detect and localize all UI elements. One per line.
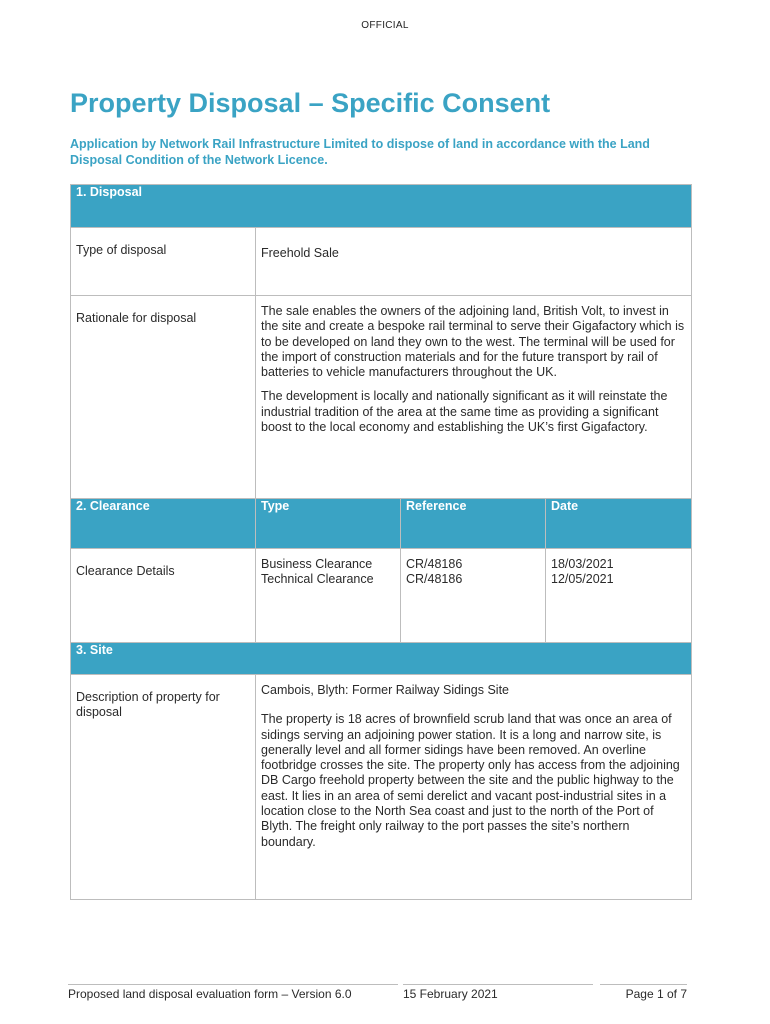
clearance-col-date: Date	[546, 499, 692, 549]
clearance-details-label: Clearance Details	[71, 549, 256, 643]
disposal-type-value: Freehold Sale	[256, 228, 692, 296]
clearance-col-reference: Reference	[401, 499, 546, 549]
clearance-reference-2: CR/48186	[406, 572, 463, 587]
footer-form-version: Proposed land disposal evaluation form – Version 6.0	[68, 984, 398, 1003]
clearance-type-1: Business Clearance	[261, 557, 373, 571]
classification-marking: OFFICIAL	[361, 20, 409, 31]
consent-form-table	[70, 184, 692, 900]
rationale-paragraph-2: The development is locally and nationally significant as it will reinstate the industrial tradition of the area at the same time as providing a significant boost to the local economy and establishing the UK’s first Gigafactory.	[261, 389, 668, 435]
footer-date: 15 February 2021	[403, 984, 593, 1003]
rationale-value	[256, 296, 692, 499]
site-description-row	[71, 675, 692, 900]
site-description-text: The property is 18 acres of brownfield scrub land that was once an area of sidings serving an adjoining power station. It is a long and narrow site, is generally level and all former sidings have been removed. An overline footbridge crosses the site. The property only has access from the adjoining DB Cargo freehold property between the site and the public highway to the east. It lies in an area of semi derelict and vacant post-industrial sites in a location close to the North Sea coast and just to the north of the Port of Blyth. The freight only railway to the port passes the site’s northern boundary.	[261, 712, 680, 849]
site-heading: 3. Site	[71, 643, 692, 675]
clearance-reference-1: CR/48186	[406, 557, 463, 571]
clearance-type-2: Technical Clearance	[261, 572, 374, 587]
footer-page-number: Page 1 of 7	[600, 984, 687, 1003]
clearance-date-2: 12/05/2021	[551, 572, 614, 587]
clearance-date-1: 18/03/2021	[551, 557, 614, 571]
disposal-type-label: Type of disposal	[71, 228, 256, 296]
disposal-heading: 1. Disposal	[71, 185, 692, 228]
disposal-section-header	[71, 185, 692, 228]
page-title: Property Disposal – Specific Consent	[70, 88, 551, 118]
site-description-value	[256, 675, 692, 900]
clearance-heading: 2. Clearance	[71, 499, 256, 549]
clearance-details-row	[71, 549, 692, 643]
page-subtitle: Application by Network Rail Infrastructure Limited to dispose of land in accordance with the Land Disposal Condition of the Network Licence.	[70, 137, 650, 167]
clearance-references-cell	[401, 549, 546, 643]
rationale-row	[71, 296, 692, 499]
clearance-types-cell	[256, 549, 401, 643]
rationale-label: Rationale for disposal	[71, 296, 256, 499]
clearance-dates-cell	[546, 549, 692, 643]
rationale-paragraph-1: The sale enables the owners of the adjoining land, British Volt, to invest in the site and create a bespoke rail terminal to serve their Gigafactory which is to be developed on land they own to the west. The terminal will be used for the import of construction materials and for the future transport by rail of batteries to vehicle manufacturers throughout the UK.	[261, 304, 685, 380]
site-section-header	[71, 643, 692, 675]
clearance-section-header	[71, 499, 692, 549]
site-description-label: Description of property for disposal	[71, 675, 256, 900]
site-name: Cambois, Blyth: Former Railway Sidings Site	[261, 683, 509, 697]
disposal-type-row	[71, 228, 692, 296]
clearance-col-type: Type	[256, 499, 401, 549]
